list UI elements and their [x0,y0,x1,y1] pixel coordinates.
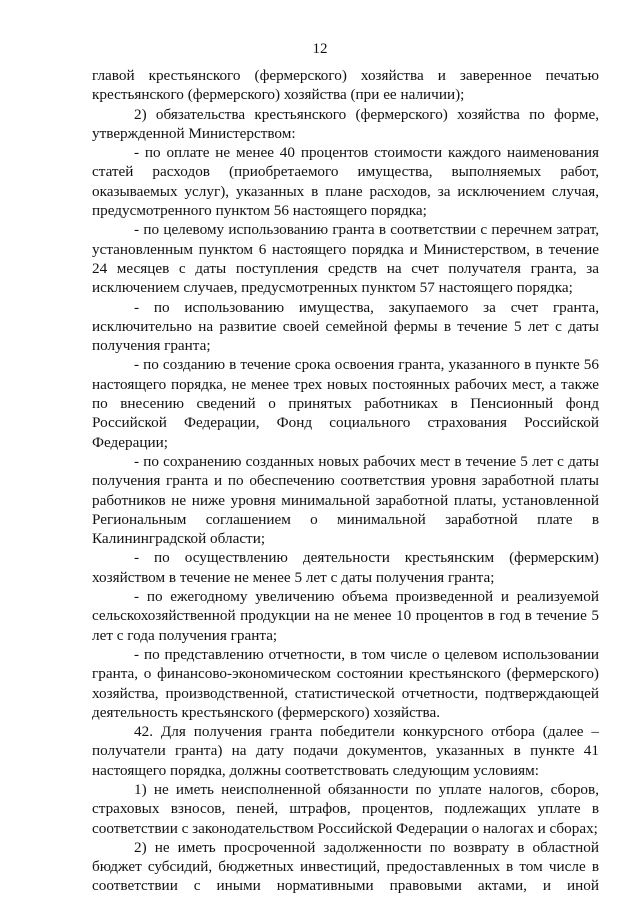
paragraph: - по представлению отчетности, в том числе о целевом использовании гранта, о финансово-экономическом состоянии крестьянского (фермерского) хозяйства, производственной, статистической отчетности, подтверждающей деятельность крестьянского (фермерского) хозяйства. [92,645,599,721]
paragraph: 2) обязательства крестьянского (фермерского) хозяйства по форме, утвержденной Министерством: [92,105,599,142]
paragraph: 42. Для получения гранта победители конкурсного отбора (далее – получатели гранта) на дату подачи документов, указанных в пункте 41 настоящего порядка, должны соответствовать следующим условиям: [92,723,599,779]
page-number: 12 [312,41,328,57]
paragraph: - по созданию в течение срока освоения гранта, указанного в пункте 56 настоящего порядка, не менее трех новых постоянных рабочих мест, а также по внесению сведений о принятых работниках в Пенсионный фонд Российской Федерации, Фонд социального страхования Российской Федерации; [92,356,599,451]
paragraph: - по использованию имущества, закупаемого за счет гранта, исключительно на развитие своей семейной фермы в течение 5 лет с даты получения гранта; [92,298,599,355]
paragraph: главой крестьянского (фермерского) хозяйства и заверенное печатью крестьянского (фермерского) хозяйства (при ее наличии); [92,67,599,104]
paragraph: - по целевому использованию гранта в соответствии с перечнем затрат, установленным пунктом 6 настоящего порядка и Министерством, в течение 24 месяцев с даты поступления средств на счет получателя гранта, за исключением случаев, предусмотренных пунктом 57 настоящего порядка; [92,221,599,297]
document-body [92,66,599,896]
paragraph: - по оплате не менее 40 процентов стоимости каждого наименования статей расходов (приобретаемого имущества, выполняемых работ, оказываемых услуг), указанных в плане расходов, за исключением случая, предусмотренного пунктом 56 настоящего порядка; [92,144,599,220]
paragraph: 2) не иметь просроченной задолженности по возврату в областной бюджет субсидий, бюджетных инвестиций, предоставленных в том числе в соответствии с иными нормативными правовыми актами, и иной [92,838,599,895]
paragraph: - по сохранению созданных новых рабочих мест в течение 5 лет с даты получения гранта и по обеспечению соответствия уровня заработной платы работников не ниже уровня минимальной заработной платы, установленной Региональным соглашением о минимальной заработной плате в Калининградской области; [92,452,599,548]
paragraph: - по ежегодному увеличению объема произведенной и реализуемой сельскохозяйственной продукции на не менее 10 процентов в год в течение 5 лет с года получения гранта; [92,588,599,644]
paragraph: - по осуществлению деятельности крестьянским (фермерским) хозяйством в течение не менее 5 лет с даты получения гранта; [92,549,599,586]
paragraph: 1) не иметь неисполненной обязанности по уплате налогов, сборов, страховых взносов, пеней, штрафов, процентов, подлежащих уплате в соответствии с законодательством Российской Федерации о налогах и сборах; [92,780,599,837]
